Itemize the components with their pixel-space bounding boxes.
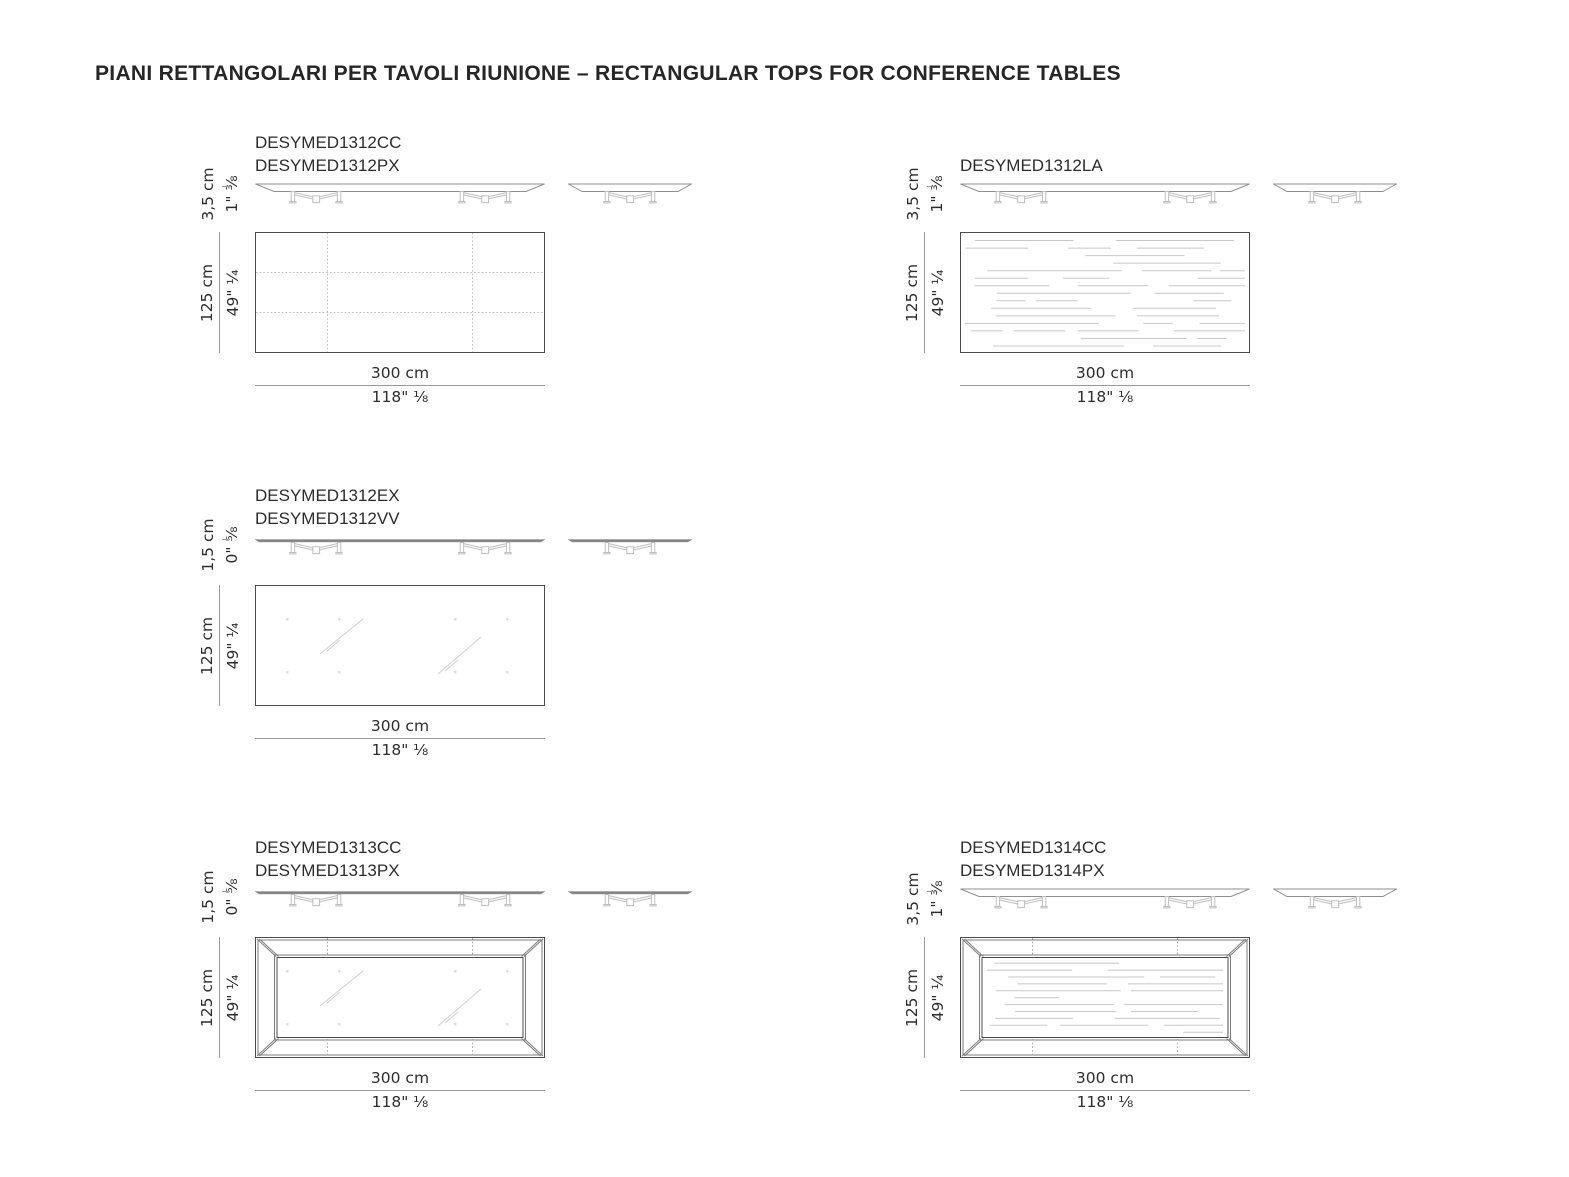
depth-inch-label: 49" ¼ — [224, 622, 242, 670]
width-dim-line — [255, 385, 545, 386]
model-labels — [255, 836, 401, 882]
width-cm-label: 300 cm — [1075, 1069, 1135, 1087]
side-view-end — [1273, 183, 1397, 207]
plan-view-dotted-panels — [255, 232, 545, 353]
thickness-inch-label: 0" ⅝ — [223, 526, 241, 564]
diagram-desymed1313cc-px — [190, 833, 710, 1135]
thickness-dim-line — [222, 891, 230, 892]
depth-cm-label: 125 cm — [903, 263, 921, 323]
model-labels — [960, 836, 1106, 882]
plan-view-framed-glass-top — [255, 937, 545, 1058]
model-labels — [255, 131, 401, 177]
model-code: DESYMED1314PX — [960, 861, 1105, 880]
side-view-end — [568, 183, 692, 207]
width-inch-label: 118" ⅛ — [371, 1093, 429, 1111]
diagram-desymed1312la — [895, 128, 1415, 430]
model-code: DESYMED1312CC — [255, 133, 402, 152]
depth-dim-line — [924, 937, 925, 1058]
width-cm-label: 300 cm — [1075, 364, 1135, 382]
side-view-end — [568, 888, 692, 912]
depth-dim-line — [219, 232, 220, 353]
width-dim-line — [960, 1090, 1250, 1091]
plan-view-glass-top — [255, 585, 545, 706]
thickness-inch-label: 1" ⅜ — [928, 175, 946, 213]
depth-dim-line — [219, 585, 220, 706]
thickness-cm-label: 3,5 cm — [904, 167, 922, 221]
width-cm-label: 300 cm — [370, 1069, 430, 1087]
thickness-inch-label: 0" ⅝ — [223, 878, 241, 916]
depth-inch-label: 49" ¼ — [929, 974, 947, 1022]
thickness-dim-line — [222, 186, 230, 187]
thickness-cm-label: 1,5 cm — [199, 870, 217, 924]
thickness-dim-line — [927, 186, 935, 187]
depth-dim-line — [219, 937, 220, 1058]
diagram-desymed1312cc-px — [190, 128, 710, 430]
model-labels — [960, 131, 1103, 177]
thickness-cm-label: 3,5 cm — [199, 167, 217, 221]
side-view-end — [1273, 888, 1397, 912]
model-code-spacer — [960, 131, 1103, 154]
depth-dim-line — [924, 232, 925, 353]
page-title: PIANI RETTANGOLARI PER TAVOLI RIUNIONE – RECTANGULAR TOPS FOR CONFERENCE TABLES — [95, 62, 1121, 85]
width-cm-label: 300 cm — [370, 364, 430, 382]
depth-inch-label: 49" ¼ — [929, 269, 947, 317]
thickness-inch-label: 1" ⅜ — [223, 175, 241, 213]
model-code: DESYMED1313CC — [255, 838, 402, 857]
plan-view-wood-top — [960, 232, 1250, 353]
depth-cm-label: 125 cm — [903, 968, 921, 1028]
model-code: DESYMED1313PX — [255, 861, 400, 880]
model-code: DESYMED1312LA — [960, 156, 1103, 175]
depth-cm-label: 125 cm — [198, 616, 216, 676]
width-inch-label: 118" ⅛ — [1076, 388, 1134, 406]
width-inch-label: 118" ⅛ — [1076, 1093, 1134, 1111]
model-code: DESYMED1314CC — [960, 838, 1107, 857]
thickness-cm-label: 3,5 cm — [904, 872, 922, 926]
side-view-long — [255, 888, 545, 912]
width-inch-label: 118" ⅛ — [371, 388, 429, 406]
diagram-desymed1314cc-px — [895, 833, 1415, 1135]
width-cm-label: 300 cm — [370, 717, 430, 735]
side-view-long — [255, 183, 545, 207]
depth-cm-label: 125 cm — [198, 968, 216, 1028]
plan-view-framed-wood-top — [960, 937, 1250, 1058]
depth-inch-label: 49" ¼ — [224, 269, 242, 317]
width-dim-line — [255, 1090, 545, 1091]
thickness-inch-label: 1" ⅜ — [928, 880, 946, 918]
side-view-long — [255, 536, 545, 560]
model-code: DESYMED1312VV — [255, 509, 400, 528]
width-dim-line — [255, 738, 545, 739]
model-labels — [255, 484, 400, 530]
thickness-dim-line — [222, 539, 230, 540]
side-view-end — [568, 536, 692, 560]
thickness-dim-line — [927, 891, 935, 892]
width-inch-label: 118" ⅛ — [371, 741, 429, 759]
width-dim-line — [960, 385, 1250, 386]
side-view-long — [960, 888, 1250, 912]
depth-cm-label: 125 cm — [198, 263, 216, 323]
model-code: DESYMED1312EX — [255, 486, 400, 505]
depth-inch-label: 49" ¼ — [224, 974, 242, 1022]
diagram-desymed1312ex-vv — [190, 481, 710, 783]
thickness-cm-label: 1,5 cm — [199, 518, 217, 572]
side-view-long — [960, 183, 1250, 207]
model-code: DESYMED1312PX — [255, 156, 400, 175]
